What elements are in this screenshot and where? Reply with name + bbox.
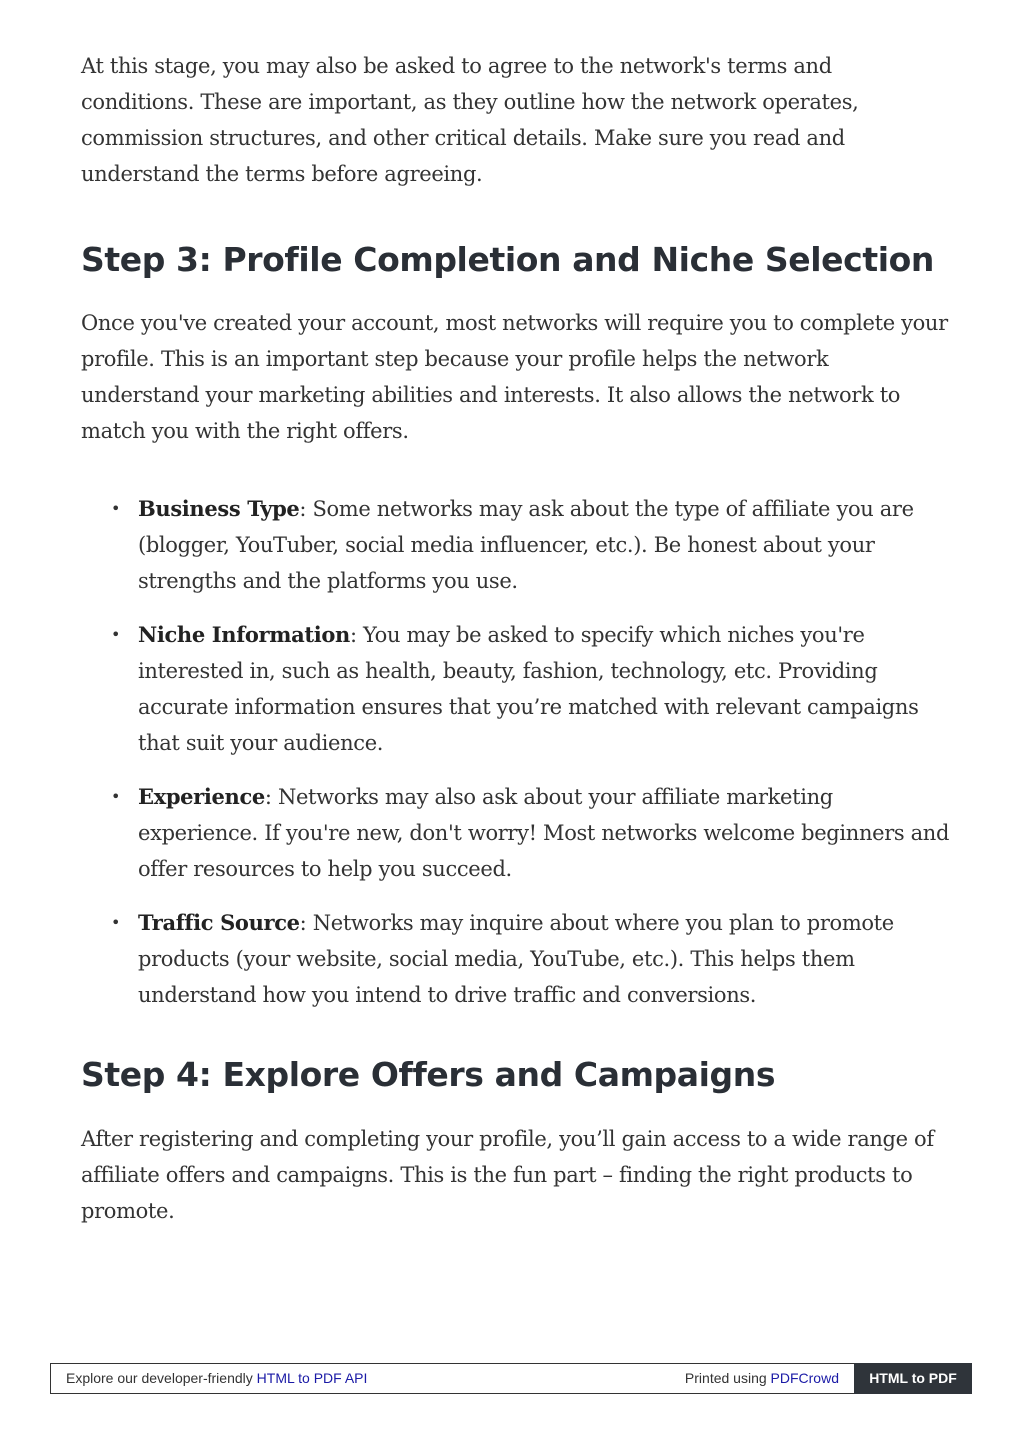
footer-right-text	[685, 1364, 839, 1393]
footer-left-prefix: Explore our developer-friendly	[66, 1370, 257, 1386]
list-item-term: Traffic Source	[138, 910, 300, 935]
profile-requirements-list	[81, 491, 951, 1013]
html-to-pdf-badge[interactable]: HTML to PDF	[854, 1363, 972, 1394]
bullet-icon: •	[111, 913, 121, 932]
intro-paragraph: At this stage, you may also be asked to agree to the network's terms and conditions. These are important, as they outline how the network operates, commission structures, and other critical details. Make sure you read and understand the terms before agreeing.	[81, 54, 859, 186]
bullet-icon: •	[111, 787, 121, 806]
list-item-term: Experience	[138, 784, 265, 809]
step3-heading: Step 3: Profile Completion and Niche Selection	[81, 240, 934, 279]
list-item-text: : Networks may inquire about where you plan to promote products (your website, social media, YouTube, etc.). This helps them understand how you intend to drive traffic and conversions.	[138, 911, 894, 1007]
pdfcrowd-footer	[50, 1363, 972, 1394]
list-item-experience	[81, 779, 951, 887]
article-content	[81, 48, 951, 1229]
list-item-niche-information	[81, 617, 951, 761]
bullet-icon: •	[111, 499, 121, 518]
list-item-business-type	[81, 491, 951, 599]
html-to-pdf-api-link[interactable]: HTML to PDF API	[256, 1370, 368, 1386]
pdfcrowd-link[interactable]: PDFCrowd	[770, 1370, 839, 1386]
step3-paragraph: Once you've created your account, most networks will require you to complete your profile. This is an important step because your profile helps the network understand your marketing abilities and interests. It also allows the network to match you with the right offers.	[81, 311, 948, 443]
list-item-term: Business Type	[138, 496, 300, 521]
step4-heading: Step 4: Explore Offers and Campaigns	[81, 1055, 776, 1094]
list-item-text: : Networks may also ask about your affiliate marketing experience. If you're new, don't worry! Most networks welcome beginners and offer resources to help you succeed.	[138, 785, 950, 881]
step4-paragraph: After registering and completing your profile, you’ll gain access to a wide range of affiliate offers and campaigns. This is the fun part – finding the right products to promote.	[81, 1127, 934, 1223]
footer-right-prefix: Printed using	[684, 1370, 771, 1386]
list-item-text: : Some networks may ask about the type of affiliate you are (blogger, YouTuber, social media influencer, etc.). Be honest about your strengths and the platforms you use.	[138, 497, 914, 593]
list-item-term: Niche Information	[138, 622, 350, 647]
list-item-text: : You may be asked to specify which niches you're interested in, such as health, beauty, fashion, technology, etc. Providing accurate information ensures that you’re matched with relevant campaigns that suit your audience.	[138, 623, 919, 755]
list-item-traffic-source	[81, 905, 951, 1013]
footer-left-text	[66, 1364, 367, 1393]
bullet-icon: •	[111, 625, 121, 644]
